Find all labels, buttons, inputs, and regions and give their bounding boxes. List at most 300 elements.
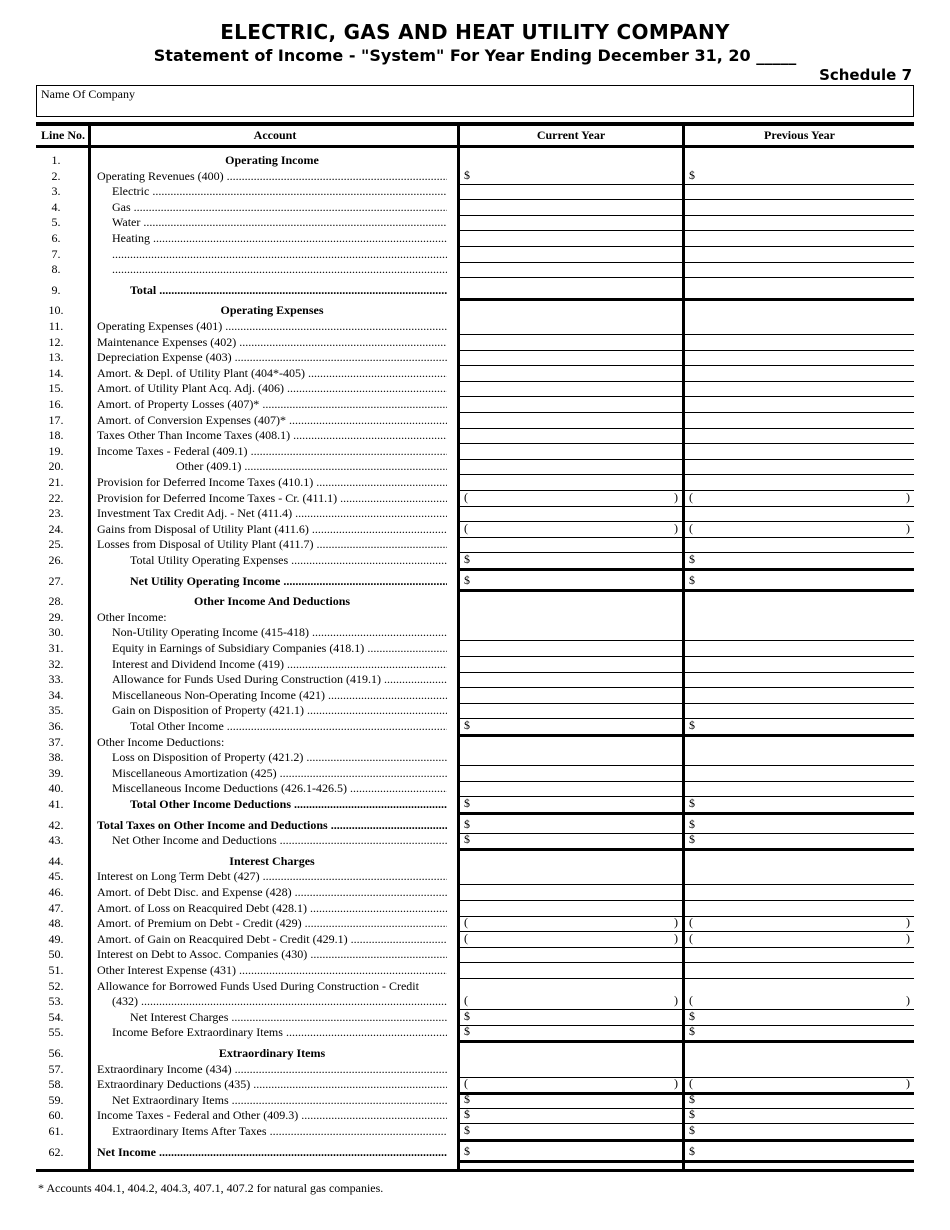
- line-number: 4.: [51, 199, 61, 214]
- previous-year-input[interactable]: [685, 247, 914, 263]
- dollar-sign: $: [464, 1008, 470, 1023]
- current-year-input[interactable]: [460, 833, 682, 851]
- account-label: [97, 444, 447, 459]
- account-text: Provision for Deferred Income Taxes - Cr. (411.1): [97, 490, 338, 505]
- previous-year-input[interactable]: [685, 491, 914, 507]
- close-paren: ): [674, 489, 678, 504]
- account-label: [112, 231, 447, 246]
- account-text: Allowance for Funds Used During Construction (419.1): [112, 672, 381, 687]
- previous-year-input[interactable]: [685, 766, 914, 782]
- current-year-input[interactable]: [460, 428, 682, 444]
- current-year-input[interactable]: [460, 703, 682, 719]
- account-label: [97, 381, 447, 396]
- line-number: 6.: [51, 231, 61, 245]
- account-text: Amort. of Loss on Reacquired Debt (428.1): [97, 900, 307, 915]
- current-year-input[interactable]: [460, 1093, 682, 1109]
- previous-year-input[interactable]: [685, 335, 914, 351]
- previous-year-input[interactable]: [685, 885, 914, 901]
- line-number: 37.: [48, 734, 64, 749]
- previous-year-input[interactable]: [685, 1108, 914, 1124]
- account-text: Interest Charges: [229, 853, 315, 868]
- account-text: Depreciation Expense (403): [97, 350, 232, 365]
- current-year-input[interactable]: [460, 459, 682, 475]
- previous-year-input[interactable]: [685, 703, 914, 719]
- line-number: 47.: [48, 900, 64, 915]
- line-number: 41.: [48, 797, 64, 811]
- previous-year-input[interactable]: [685, 506, 914, 522]
- current-year-input[interactable]: [460, 537, 682, 553]
- previous-year-input[interactable]: [685, 818, 914, 834]
- line-number: 39.: [48, 765, 64, 780]
- account-text: Operating Expenses: [220, 303, 324, 318]
- line-number: 42.: [48, 817, 64, 832]
- form-subtitle: Statement of Income - "System" For Year Ending December 31, 20 _____: [153, 46, 797, 65]
- company-name-label: Name Of Company: [41, 87, 135, 101]
- line-number: 5.: [51, 215, 61, 230]
- line-number: 7.: [51, 246, 61, 261]
- account-label: [97, 901, 447, 916]
- account-text: Amort. of Property Losses (407)*: [97, 397, 260, 411]
- previous-year-input[interactable]: [685, 184, 914, 200]
- open-paren: (: [689, 930, 693, 945]
- previous-year-input[interactable]: [685, 688, 914, 704]
- account-label: [176, 459, 447, 474]
- previous-year-input[interactable]: [685, 475, 914, 491]
- account-text: Total Taxes on Other Income and Deductions: [97, 817, 328, 832]
- account-label: [112, 262, 447, 277]
- previous-year-input[interactable]: [685, 916, 914, 932]
- current-year-input[interactable]: [460, 215, 682, 231]
- account-text: Total Utility Operating Expenses: [130, 553, 289, 567]
- account-text: Amort. of Utility Plant Acq. Adj. (406): [97, 381, 284, 396]
- current-year-input[interactable]: [460, 169, 682, 185]
- account-text: Miscellaneous Amortization (425): [112, 765, 277, 780]
- table-top-rule: [36, 122, 914, 126]
- account-text: Amort. of Conversion Expenses (407)*: [97, 412, 286, 427]
- account-text: Operating Income: [225, 153, 319, 167]
- current-year-input[interactable]: [460, 247, 682, 263]
- account-label: [112, 994, 447, 1009]
- income-statement-table: [36, 122, 914, 1172]
- previous-year-input[interactable]: [685, 1145, 914, 1163]
- account-text: Net Extraordinary Items: [112, 1092, 229, 1107]
- current-year-input[interactable]: [460, 335, 682, 351]
- previous-year-input[interactable]: [685, 319, 914, 335]
- column-divider: [88, 122, 91, 1172]
- previous-year-input[interactable]: [685, 350, 914, 366]
- account-text: Water: [112, 215, 141, 230]
- open-paren: (: [464, 1076, 468, 1091]
- account-label: [97, 869, 447, 884]
- account-label: [97, 1108, 447, 1123]
- line-number: 16.: [48, 397, 64, 411]
- previous-year-input[interactable]: [685, 901, 914, 917]
- line-number: 33.: [48, 672, 64, 687]
- col-header-current-year: Current Year: [536, 128, 606, 142]
- line-number: 20.: [48, 459, 64, 474]
- account-text: Income Taxes - Federal and Other (409.3): [97, 1108, 299, 1123]
- section-heading: [97, 303, 447, 318]
- account-label: [130, 719, 447, 734]
- previous-year-input[interactable]: [685, 625, 914, 641]
- current-year-input[interactable]: [460, 184, 682, 200]
- dollar-sign: $: [464, 1024, 470, 1039]
- current-year-input[interactable]: [460, 397, 682, 413]
- account-label: [112, 1093, 447, 1108]
- line-number: 11.: [48, 319, 64, 333]
- current-year-input[interactable]: [460, 262, 682, 278]
- previous-year-input[interactable]: [685, 428, 914, 444]
- account-text: Amort. of Gain on Reacquired Debt - Credit (429.1): [97, 931, 348, 946]
- dollar-sign: $: [689, 1143, 695, 1158]
- footnote: * Accounts 404.1, 404.2, 404.3, 407.1, 407.2 for natural gas companies.: [38, 1181, 384, 1195]
- account-label: [97, 522, 447, 537]
- line-number: 58.: [48, 1077, 64, 1092]
- current-year-input[interactable]: [460, 672, 682, 688]
- previous-year-input[interactable]: [685, 750, 914, 766]
- account-text: Extraordinary Deductions (435): [97, 1077, 251, 1092]
- open-paren: (: [464, 489, 468, 504]
- current-year-input[interactable]: [460, 553, 682, 571]
- line-number: 51.: [48, 963, 64, 977]
- dollar-sign: $: [464, 167, 470, 182]
- account-text: Total: [130, 282, 157, 297]
- current-year-input[interactable]: [460, 797, 682, 815]
- previous-year-input[interactable]: [685, 932, 914, 948]
- account-label: [112, 247, 447, 262]
- previous-year-input[interactable]: [685, 444, 914, 460]
- account-label: [130, 553, 447, 568]
- previous-year-input[interactable]: [685, 797, 914, 815]
- previous-year-input[interactable]: [685, 574, 914, 592]
- previous-year-input[interactable]: [685, 947, 914, 963]
- account-text: Miscellaneous Non-Operating Income (421): [112, 687, 325, 702]
- account-text: Other Income And Deductions: [193, 594, 351, 609]
- account-text: Investment Tax Credit Adj. - Net (411.4): [97, 506, 293, 521]
- account-label: [97, 1145, 447, 1160]
- line-number: 34.: [48, 687, 64, 702]
- dollar-sign: $: [689, 1107, 695, 1122]
- previous-year-input[interactable]: [685, 1062, 914, 1078]
- account-label: [97, 169, 447, 184]
- current-year-input[interactable]: [460, 1025, 682, 1043]
- account-label: [97, 885, 447, 900]
- line-number: 49.: [48, 931, 64, 946]
- current-year-input[interactable]: [460, 350, 682, 366]
- current-year-input[interactable]: [460, 475, 682, 491]
- col-header-line-no: Line No.: [40, 128, 85, 142]
- line-number: 14.: [48, 365, 64, 380]
- dollar-sign: $: [689, 816, 695, 831]
- open-paren: (: [689, 520, 693, 535]
- account-text: Net Utility Operating Income: [130, 573, 281, 588]
- previous-year-input[interactable]: [685, 262, 914, 278]
- dollar-sign: $: [689, 718, 695, 732]
- line-number: 26.: [48, 553, 64, 567]
- account-text: Amort. of Premium on Debt - Credit (429): [97, 916, 302, 931]
- account-label: [97, 979, 447, 994]
- line-number: 57.: [48, 1061, 64, 1076]
- line-number: 24.: [48, 521, 64, 536]
- line-number: 59.: [48, 1092, 64, 1107]
- dollar-sign: $: [464, 718, 470, 732]
- close-paren: ): [674, 1076, 678, 1091]
- line-number: 1.: [51, 153, 61, 167]
- account-text: Other Interest Expense (431): [97, 963, 236, 977]
- account-text: (432): [112, 994, 138, 1009]
- current-year-input[interactable]: [460, 947, 682, 963]
- current-year-input[interactable]: [460, 1108, 682, 1124]
- previous-year-input[interactable]: [685, 169, 914, 185]
- current-year-input[interactable]: [460, 657, 682, 673]
- account-label: [112, 215, 447, 230]
- line-number: 10.: [48, 303, 64, 318]
- account-label: [97, 413, 447, 428]
- account-label: [112, 672, 447, 687]
- line-number: 46.: [48, 885, 64, 899]
- account-text: Extraordinary Income (434): [97, 1061, 232, 1076]
- previous-year-input[interactable]: [685, 672, 914, 688]
- open-paren: (: [689, 915, 693, 930]
- previous-year-input[interactable]: [685, 1025, 914, 1043]
- dollar-sign: $: [464, 1143, 470, 1158]
- line-number: 23.: [48, 506, 64, 521]
- dollar-sign: $: [689, 1024, 695, 1039]
- close-paren: ): [674, 520, 678, 535]
- account-text: Heating: [112, 231, 150, 245]
- line-number: 48.: [48, 916, 64, 931]
- previous-year-input[interactable]: [685, 657, 914, 673]
- account-text: Operating Revenues (400): [97, 168, 224, 183]
- dollar-sign: $: [689, 167, 695, 182]
- account-label: [97, 818, 447, 833]
- section-heading: [97, 594, 447, 609]
- previous-year-input[interactable]: [685, 200, 914, 216]
- previous-year-input[interactable]: [685, 1124, 914, 1142]
- line-number: 29.: [48, 609, 64, 624]
- current-year-input[interactable]: [460, 1010, 682, 1026]
- account-label: [97, 335, 447, 350]
- account-text: Income Before Extraordinary Items: [112, 1025, 283, 1040]
- section-heading: [97, 854, 447, 869]
- current-year-input[interactable]: [460, 1062, 682, 1078]
- account-label: [97, 735, 447, 750]
- current-year-input[interactable]: [460, 963, 682, 979]
- account-label: [112, 657, 447, 672]
- close-paren: ): [906, 520, 910, 535]
- line-number: 38.: [48, 750, 64, 765]
- account-label: [112, 641, 447, 656]
- line-number: 22.: [48, 490, 64, 505]
- line-number: 30.: [48, 625, 64, 640]
- current-year-input[interactable]: [460, 1124, 682, 1142]
- previous-year-input[interactable]: [685, 283, 914, 301]
- current-year-input[interactable]: [460, 506, 682, 522]
- current-year-input[interactable]: [460, 766, 682, 782]
- close-paren: ): [906, 930, 910, 945]
- line-number: 55.: [48, 1025, 64, 1040]
- account-text: Gain on Disposition of Property (421.1): [112, 703, 304, 718]
- account-label: [97, 428, 447, 443]
- account-text: Net Other Income and Deductions: [112, 833, 277, 848]
- current-year-input[interactable]: [460, 901, 682, 917]
- open-paren: (: [689, 1076, 693, 1091]
- account-label: [97, 932, 447, 947]
- current-year-input[interactable]: [460, 750, 682, 766]
- close-paren: ): [906, 993, 910, 1008]
- previous-year-input[interactable]: [685, 719, 914, 737]
- previous-year-input[interactable]: [685, 413, 914, 429]
- account-label: [112, 833, 447, 848]
- line-number: 13.: [48, 350, 64, 365]
- current-year-input[interactable]: [460, 574, 682, 592]
- dollar-sign: $: [464, 572, 470, 587]
- open-paren: (: [464, 993, 468, 1008]
- open-paren: (: [464, 930, 468, 945]
- current-year-input[interactable]: [460, 932, 682, 948]
- previous-year-input[interactable]: [685, 781, 914, 797]
- open-paren: (: [689, 489, 693, 504]
- current-year-input[interactable]: [460, 719, 682, 737]
- account-label: [97, 491, 447, 506]
- current-year-input[interactable]: [460, 994, 682, 1010]
- dollar-sign: $: [689, 1008, 695, 1023]
- line-number: 28.: [48, 594, 64, 609]
- previous-year-input[interactable]: [685, 641, 914, 657]
- account-label: [130, 574, 447, 589]
- account-text: Maintenance Expenses (402): [97, 334, 237, 349]
- account-text: Losses from Disposal of Utility Plant (411.7): [97, 537, 314, 552]
- account-label: [97, 1062, 447, 1077]
- account-text: Interest on Debt to Assoc. Companies (430): [97, 947, 308, 962]
- current-year-input[interactable]: [460, 319, 682, 335]
- line-number: 62.: [48, 1144, 64, 1159]
- previous-year-input[interactable]: [685, 459, 914, 475]
- current-year-input[interactable]: [460, 200, 682, 216]
- previous-year-input[interactable]: [685, 366, 914, 382]
- previous-year-input[interactable]: [685, 537, 914, 553]
- current-year-input[interactable]: [460, 916, 682, 932]
- current-year-input[interactable]: [460, 381, 682, 397]
- line-number: 9.: [51, 282, 61, 297]
- account-label: [97, 475, 447, 490]
- current-year-input[interactable]: [460, 413, 682, 429]
- account-text: Income Taxes - Federal (409.1): [97, 443, 248, 458]
- line-number: 52.: [48, 978, 64, 993]
- previous-year-input[interactable]: [685, 381, 914, 397]
- account-text: Amort. of Debt Disc. and Expense (428): [97, 885, 292, 899]
- current-year-input[interactable]: [460, 522, 682, 538]
- previous-year-input[interactable]: [685, 215, 914, 231]
- account-label: [97, 537, 447, 552]
- dollar-sign: $: [464, 796, 470, 810]
- previous-year-input[interactable]: [685, 522, 914, 538]
- header-bottom-rule: [36, 145, 914, 148]
- account-label: [112, 200, 447, 215]
- close-paren: ): [906, 489, 910, 504]
- line-number: 54.: [48, 1009, 64, 1024]
- account-text: Gas: [112, 199, 131, 214]
- line-number: 53.: [48, 994, 64, 1009]
- current-year-input[interactable]: [460, 366, 682, 382]
- dollar-sign: $: [464, 1123, 470, 1137]
- previous-year-input[interactable]: [685, 231, 914, 247]
- line-number: 17.: [48, 412, 64, 427]
- col-header-previous-year: Previous Year: [764, 128, 835, 142]
- account-text: Electric: [112, 184, 150, 199]
- current-year-input[interactable]: [460, 641, 682, 657]
- section-heading: [97, 153, 447, 168]
- line-number: 32.: [48, 656, 64, 671]
- previous-year-input[interactable]: [685, 994, 914, 1010]
- account-label: [97, 916, 447, 931]
- account-text: Total Other Income Deductions: [130, 797, 292, 811]
- current-year-input[interactable]: [460, 625, 682, 641]
- line-number: 56.: [48, 1046, 64, 1060]
- account-text: Non-Utility Operating Income (415-418): [112, 625, 309, 640]
- dollar-sign: $: [689, 1123, 695, 1137]
- dollar-sign: $: [464, 816, 470, 831]
- open-paren: (: [464, 520, 468, 535]
- previous-year-input[interactable]: [685, 869, 914, 885]
- current-year-input[interactable]: [460, 1145, 682, 1163]
- account-label: [97, 963, 447, 978]
- current-year-input[interactable]: [460, 491, 682, 507]
- line-number: 60.: [48, 1108, 64, 1123]
- account-label: [112, 184, 447, 199]
- current-year-input[interactable]: [460, 781, 682, 797]
- open-paren: (: [464, 915, 468, 930]
- line-number: 15.: [48, 381, 64, 396]
- previous-year-input[interactable]: [685, 1093, 914, 1109]
- line-number: 35.: [48, 703, 64, 718]
- current-year-input[interactable]: [460, 444, 682, 460]
- current-year-input[interactable]: [460, 885, 682, 901]
- line-number: 8.: [51, 262, 61, 277]
- current-year-input[interactable]: [460, 283, 682, 301]
- form-title: ELECTRIC, GAS AND HEAT UTILITY COMPANY: [220, 20, 730, 44]
- line-number: 12.: [48, 334, 64, 349]
- account-text: Net Income: [97, 1144, 156, 1159]
- account-text: Other Income:: [97, 609, 167, 624]
- previous-year-input[interactable]: [685, 833, 914, 851]
- company-name-field[interactable]: [36, 85, 914, 117]
- account-text: Operating Expenses (401): [97, 319, 223, 333]
- current-year-input[interactable]: [460, 231, 682, 247]
- current-year-input[interactable]: [460, 688, 682, 704]
- account-label: [112, 750, 447, 765]
- account-label: [97, 1077, 447, 1092]
- dollar-sign: $: [464, 552, 470, 566]
- account-text: Other (409.1): [176, 459, 242, 474]
- account-text: Extraordinary Items: [218, 1046, 326, 1060]
- line-number: 44.: [48, 853, 64, 868]
- previous-year-input[interactable]: [685, 963, 914, 979]
- dollar-sign: $: [689, 832, 695, 847]
- account-label: [97, 350, 447, 365]
- previous-year-input[interactable]: [685, 1010, 914, 1026]
- account-label: [97, 397, 447, 412]
- previous-year-input[interactable]: [685, 397, 914, 413]
- open-paren: (: [689, 993, 693, 1008]
- account-text: Provision for Deferred Income Taxes (410.1): [97, 475, 314, 489]
- previous-year-input[interactable]: [685, 553, 914, 571]
- current-year-input[interactable]: [460, 818, 682, 834]
- line-number: 43.: [48, 833, 64, 848]
- account-text: Extraordinary Items After Taxes: [112, 1124, 267, 1138]
- current-year-input[interactable]: [460, 869, 682, 885]
- account-label: [112, 703, 447, 718]
